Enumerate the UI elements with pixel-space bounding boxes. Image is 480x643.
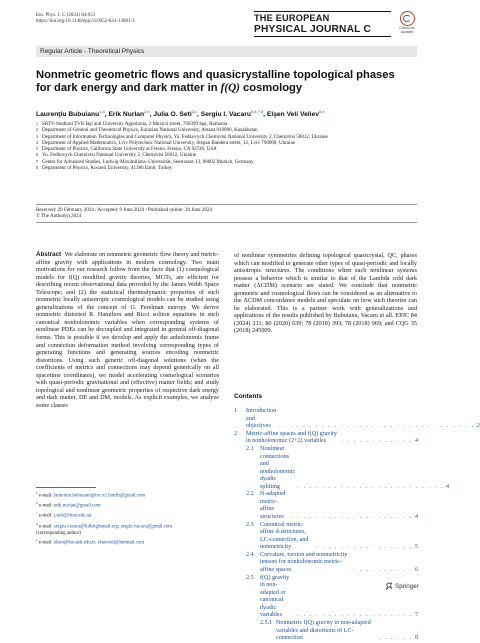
author-name[interactable]: Julia O. Seti	[153, 111, 192, 119]
journal-meta	[36, 13, 135, 26]
author-name[interactable]: Erik Nurlan	[108, 111, 145, 119]
divider	[36, 222, 417, 223]
copyright-line: © The Author(s) 2024	[36, 213, 82, 220]
article-type-label: Regular Article - Theoretical Physics	[36, 46, 417, 57]
author-sup[interactable]: 2,b	[144, 109, 150, 114]
email-link[interactable]: elsen@kocaeli.edu.tr; elsenveli@hotmail.com	[53, 541, 145, 547]
masthead-line-1: THE EUROPEAN	[254, 13, 330, 23]
author-name[interactable]: Elşen Veli Veliev	[266, 111, 319, 119]
springer-logo	[385, 582, 419, 590]
author-list: Laurenţiu Bubuianu$^{1,a}$, Erik Nurlan$^{2,b}$, Julia O. Seti$^{3,c}$, Sergiu I. Vacaru$^{5,6,7,d}$, Elşen Veli Veliev$^{8,e}$	[36, 109, 325, 119]
footnote-rule	[36, 487, 96, 488]
publisher-name: Springer	[395, 582, 419, 590]
affiliation-item: 6 Yu. Fedkovych Chernivtsi National University 2, Chernivtsi 58012, Ukraine	[36, 152, 197, 159]
author-sup[interactable]: 5,6,7,d	[250, 109, 264, 114]
affiliation-item: 2 Department of General and Theoretical Physics, Eurasian National University, Astana 010000, Kazakhstan	[36, 127, 258, 134]
article-title	[36, 69, 416, 96]
toc-entry[interactable]: 2.2 N-adapted metric-affine structures . . . . . . . . . . . . . . . . . . . . 4	[246, 491, 418, 520]
title-suffix: cosmology	[239, 82, 303, 95]
title-prefix: for dark energy and dark matter in	[36, 82, 221, 95]
email-link[interactable]: erik.nurlan@gmail.com	[54, 503, 101, 509]
author-name[interactable]: Laurenţiu Bubuianu	[36, 111, 100, 119]
email-link[interactable]: sergiu.vacaru@fulbrightmail.org; sergiu.vacaru@gmail.com	[54, 524, 173, 530]
abstract-continued: of nonlinear symmetries defining topological quasicrystal, QC, phases which can modified to generate other types of quasi-periodic and locally anisotropic structures. The conditions when such nonlinear systems possess a behavior which is similar to that of the Lambda cold dark matter (ΛCDM) scenario are stated. We conclude that nonmetric geometric and cosmological flows can be considered as an alternative to the ΛCDM concordance models and speculate on how such theories can be elaborated. This is a partner work with generalizations and applications of the results published by Bubuianu, Vacaru et all. EPJC 84 (2024) 211; 80 (2020) 639; 78 (2018) 393; 78 (2018) 969; and CQG 35 (2018) 245009.	[234, 252, 417, 335]
title-line-2	[36, 82, 416, 95]
email-link[interactable]: laurentiu.bubuianu@tvr.ro; laurfb@gmail.com	[53, 493, 146, 499]
title-line-1: Nonmetric geometric flows and quasicrystalline topological phases	[36, 69, 395, 81]
author-sup[interactable]: 1,a	[99, 109, 105, 114]
check-for-updates-button[interactable]	[397, 11, 417, 35]
footnotes	[36, 490, 219, 548]
toc-entry[interactable]: 2.4 Curvature, torsion and nonmetricity tensors for nonholonomic metric-affine spaces . . . . . . . . . . 6	[246, 551, 418, 573]
toc-entry[interactable]: 2.1 Nonlinear connections and nonholonomic dyadic splitting . . . . . . . . . . . . . . . . . . . . . . . . 4	[246, 446, 450, 490]
check-updates-icon	[400, 11, 415, 26]
toc-entry[interactable]: 2 Metric-affine spaces and f(Q) gravity in nonholonomic (2+2) variables . . . . . . . . . . . . 4	[234, 430, 418, 445]
abstract-label: Abstract	[36, 251, 62, 258]
abstract-text: We elaborate on nonmetric geometric flow theory and metric-affine gravity with applications in modern cosmology. Two main motivations for our research follow from the facts that (1) cosmological models for f(Q) modified gravity theories, MGTs, are efficient for describing recent observational data provided by the James Webb Space Telescope; and (2) the statistical thermodynamic properties of such nonmetric locally anisotropic cosmological models can be studied using generalizations of the concept of G. Perelman entropy. We derive nonmetric distorted R. Hamilton and Ricci soliton equations in such canonical nonholonomic variables when corresponding systems of nonlinear PDEs can be decoupled and integrated in general off-diagonal forms. This is possible if we develop and apply the anholonomic frame and connection deformation method involving corresponding types of generating functions and generating sources encoding nonmetric distortions. Using such generic off-diagonal solutions (when the coefficients of metrics and connections may depend generically on all spacetime coordinates), we model accelerating cosmological scenarios with quasi-periodic gravitational and (effective) matter fields; and study topological and nonlinear geometric properties of respective dark energy and dark matter, DE and DM, models. As explicit examples, we analyze some classes	[36, 251, 219, 409]
journal-citation: Eur. Phys. J. C (2024) 84:653	[36, 13, 96, 18]
email-link[interactable]: j.seti@chnu.edu.ua	[53, 514, 92, 520]
updates-text-1: Check for	[399, 26, 415, 30]
doi-link[interactable]: https://doi.org/10.1140/epjc/s10052-024-13001-3	[36, 19, 135, 25]
affiliation-item: 1 SRTV-Studioul TVR Iaşi and University Appolonia, 2 Muzicii street, 700399 Iaşi, Romania	[36, 121, 228, 127]
author-name[interactable]: Sergiu I. Vacaru	[200, 111, 251, 119]
toc-entry[interactable]: 2.3 Canonical metric-affine d-structures, LC-connection, and nonmetricity . . . . . . . . . . . . . . . . 5	[246, 521, 418, 551]
toc-entry[interactable]: 1 Introduction and objectives . . . . . . . . . . . . . . . . . . . . . . . . . . . . . . . . 2	[234, 408, 480, 429]
affiliation-item: 7 Center for Advanced Studies, Ludwig-Maximilians–Universität, Seestrasse 13, 80802 Munich, Germany	[36, 158, 254, 165]
footnote-item: $^c$ e-mail: j.seti@chnu.edu.ua	[36, 511, 92, 520]
masthead-rule-bottom	[254, 36, 391, 37]
updates-text-2: updates	[400, 30, 414, 34]
affiliations	[36, 121, 417, 171]
springer-horse-icon	[385, 582, 393, 590]
abstract	[36, 251, 219, 409]
contents-heading: Contents	[234, 393, 263, 400]
dates-line: Received: 29 February 2024 / Accepted: 9 June 2024 / Published online: 28 June 2024	[36, 207, 212, 213]
affiliation-item: 4 Department of Applied Mathematics, Lviv Polytechnic National University, Stepan Bandera street, 12, Lviv 790000, Ukraine	[36, 139, 296, 146]
footnote-item: $^e$ e-mail: elsen@kocaeli.edu.tr; elsenveli@hotmail.com	[36, 538, 145, 547]
journal-masthead	[254, 13, 391, 35]
author-sup[interactable]: 8,e	[318, 109, 325, 114]
masthead-line-2: PHYSICAL JOURNAL C	[254, 24, 372, 35]
affiliation-item: 3 Department of Information Technologies and Computer Physics, Yu. Fedkovych Chernivtsi National University 2, Chernivtsi 58012, Ukraine	[36, 133, 328, 140]
affiliation-item: 5 Department of Physics, California State University at Fresno, Fresno, CA 93740, USA	[36, 146, 217, 153]
footnote-item: $^d$ e-mail: sergiu.vacaru@fulbrightmail.org; sergiu.vacaru@gmail.com (corresponding author)	[36, 521, 173, 536]
footnote-item: $^a$ e-mail: laurentiu.bubuianu@tvr.ro; laurfb@gmail.com	[36, 491, 146, 499]
title-fq: f(Q)	[220, 82, 240, 95]
toc-entry[interactable]: 2.5 f(Q) gravity in non-adapted or canonical dyadic variables . . . . . . . . . . . . . . . . . . . 7	[246, 574, 418, 619]
divider	[36, 204, 417, 205]
affiliation-item: 8 Department of Physics, Kocaeli University, 41380 Izmit, Turkey	[36, 165, 173, 172]
toc-entry[interactable]: 2.5.1 Nonmetric f(Q) gravity in non-adapted variables and distortions of LC-connection . . . . . . 8	[260, 620, 418, 642]
masthead-rule-top	[254, 11, 391, 12]
author-sup[interactable]: 3,c	[191, 109, 198, 114]
table-of-contents	[234, 408, 480, 643]
publication-dates	[36, 207, 417, 220]
footnote-item: $^b$ e-mail: erik.nurlan@gmail.com	[36, 501, 101, 509]
